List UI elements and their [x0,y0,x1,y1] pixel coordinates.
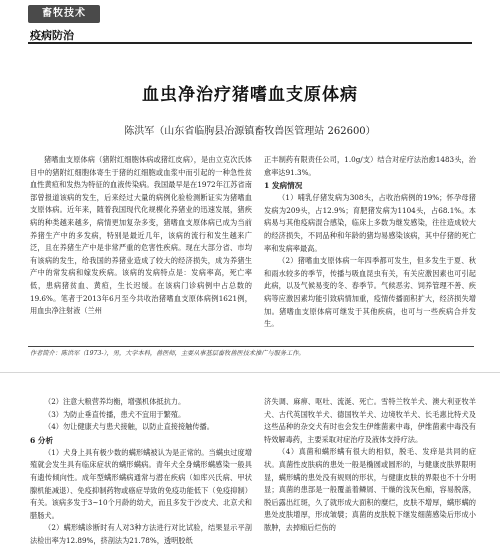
article-title: 血虫净治疗猪嗜血支原体病 [142,85,358,105]
footnote-divider [28,346,474,347]
body-column-left [30,154,252,318]
onset-paragraph-2: （2）猪嗜血支原体病一年四季都可发生，但多发生于夏、秋和雨水较多的季节，传播与吸血昆虫有关，有关应激因素也可引起此病，以及气候易变的冬、春季节。气候恶劣、饲养管理不善、疾病等应激因素均能引致病情加重，疫情传播面积扩大，经济损失增加。猪嗜血支原体病可继发于其他疾病，也可与一些疾病合并发生。 [264,256,476,329]
lower-column-right [264,396,476,535]
prevention-item-3: （3）为防止垂直传播，患犬不宜用于繁殖。 [44,409,186,419]
header-rule [28,42,472,44]
section-heading-analysis: 6 分析 [30,435,54,445]
author-affiliation: 陈洪军（山东省临朐县冶源镇畜牧兽医管理站 262600） [124,126,376,137]
intro-paragraph-continued: 正丰制药有限责任公司，1.0g/支）结合对症疗法治愈1483头，治愈率达91.3%。 [264,155,476,177]
section-label: 疫病防治 [30,29,74,42]
analysis-paragraph-1: （1）犬身上具有极少数的螨形螨被认为是正常的。当螨虫过度增殖就会发生具有临床症状的螨形螨病。青年犬全身螨形螨感染一般具有遗传倾向性。成年型螨形螨病通常与潜在疾病（如库兴氏病、甲状腺机能减退）、免疫抑制药物或癌症导致的免疫功能低下（免疫抑制）有关。该病多发于3~10个月龄的幼犬，而且多发于沙皮犬、北京犬和腊肠犬。 [30,447,252,520]
prevention-item-4: （4）勿让健康犬与患犬接触，以防止直接接触传播。 [44,422,214,432]
body-column-right [264,154,476,331]
analysis-paragraph-2: （2）螨形螨诊断时有人对3种方法进行对比试验，结果显示平剖法检出率为12.89%，挤剖法为21.78%，透明胶纸 [30,523,252,545]
column-badge: 畜牧技术 [28,5,100,23]
prevention-item-2: （2）注意大粮营养均衡，增强机体抵抗力。 [44,397,186,406]
lower-column-left [30,396,252,548]
onset-paragraph-1: （1）哺乳仔猪发病为308头，占收治病例的19%；怀孕母猪发病为209头，占12.9%；育肥猪发病为1104头，占68.1%。本病易与其他疫病混合感染，临床上多数为继发感染，往往造成较大的经济损失，不同品种和年龄的猪均易感染该病，其中仔猪的死亡率和发病率最高。 [264,193,476,253]
author-footnote: 作者简介：陈洪军（1973-），男，大学本科，兽医师，主要从事基层畜牧兽医技术推广与服务工作。 [30,350,305,357]
intro-paragraph: 猪嗜血支原体病（猪附红细胞体病或猪红皮病），是由立克次氏体目中的猪附红细胞体寄生于猪的红细胞或血浆中而引起的一种急性贫血性黄疸和发热为特征的血液传染病。我国最早是在1972年江苏省南部曾报道该病的发生，后来经过大量的病例化验检测断证实为猪嗜血支原体病。近年来，随着我国现代化规模化养猪业的迅速发展，猪疾病的种类越来越多，病情更加复杂多变，猪嗜血支原体病已成为当前养猪生产中的多发病，特别是最近几年，该病的流行和发生越来广泛，且在养猪生产中是非常严重的危害性疾病。现在大部分省、市均有该病的发生，给我国的养猪业造成了较大的经济损失，成为养猪生产中的常发病和嫁发疾病。该病的发病特点是：发病率高，死亡率低，患病猪贫血、黄疸，生长迟缓。在该病门诊病例中占总数的19.6%。笔者于2013年6月至今共收治猪嗜血支原体病例1621例，用血虫净注射液（兰州 [30,155,252,316]
section-heading-onset: 1 发病情况 [264,181,303,191]
page-separator [0,372,500,373]
analysis-paragraph-4: （4）真菌和螨形螨有很大的相似，脱毛、发痒是共同的症状。真菌性皮肤病的患处一般是椭圆或圆形的，与健康皮肤界限明显，螨形螨的患处没有规则的形状，与健康皮肤的界限也不十分明显；真菌的患部是一般覆盖着鳞屑、干燥的浅灰色痂，容易脱落，脱后露出红斑，久了就形成大面积的糜烂，皮肤不增厚，螨形螨的患处皮肤增厚，形成皱襞；真菌的皮肤脱下继发细菌感染后形成小脓肿，去掉痂后烂伤的 [264,447,476,532]
analysis-paragraph-3: 济失调、麻痹、呕吐、流涎、死亡。雪特兰牧羊犬、澳大利亚牧羊犬、古代英国牧羊犬、德国牧羊犬、边境牧羊犬、长毛惠比特犬及这些品种的杂交犬有时也会发生伊维菌素中毒，伊维菌素中毒没有特效解毒药，主要采取对症治疗及液体支持疗法。 [264,397,476,444]
